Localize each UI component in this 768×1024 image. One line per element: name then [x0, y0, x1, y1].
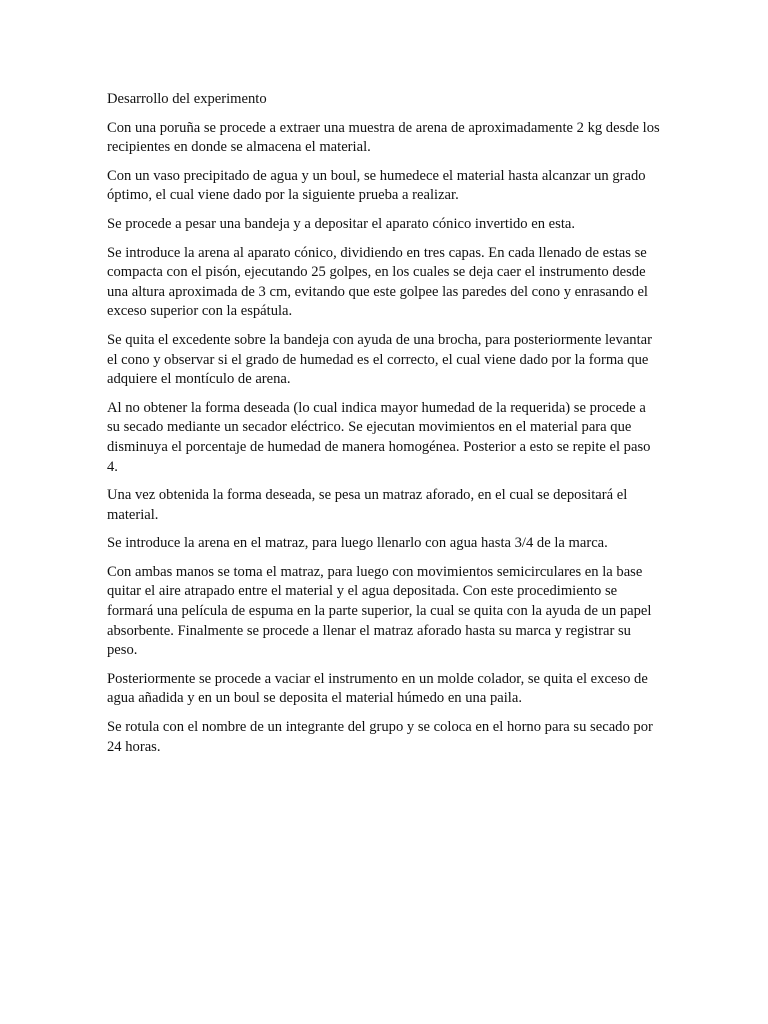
- paragraph-2: Con un vaso precipitado de agua y un boul, se humedece el material hasta alcanzar un grado óptimo, el cual viene dado por la siguiente prueba a realizar.: [107, 167, 646, 204]
- paragraph-5: Se quita el excedente sobre la bandeja con ayuda de una brocha, para posteriormente levantar el cono y observar si el grado de humedad es el correcto, el cual viene dado por la forma que adquiere el montículo de arena.: [107, 331, 652, 388]
- paragraph-9: Con ambas manos se toma el matraz, para luego con movimientos semicirculares en la base quitar el aire atrapado entre el material y el agua depositada. Con este procedimiento se formará una película de espuma en la parte superior, la cual se quita con la ayuda de un papel absorbente. Finalmente se procede a llenar el matraz aforado hasta su marca y registrar su peso.: [107, 563, 652, 659]
- paragraph-6: Al no obtener la forma deseada (lo cual indica mayor humedad de la requerida) se procede a su secado mediante un secador eléctrico. Se ejecutan movimientos en el material para que disminuya el porcentaje de humedad de manera homogénea. Posterior a esto se repite el paso 4.: [107, 399, 651, 475]
- paragraph-8: Se introduce la arena en el matraz, para luego llenarlo con agua hasta 3/4 de la marca.: [107, 535, 608, 552]
- paragraph-7: Una vez obtenida la forma deseada, se pesa un matraz aforado, en el cual se depositará el material.: [107, 487, 628, 523]
- document-page: [107, 90, 662, 766]
- paragraph-10: Posteriormente se procede a vaciar el instrumento en un molde colador, se quita el exceso de agua añadida y en un boul se deposita el material húmedo en una paila.: [107, 670, 648, 707]
- paragraph-3: Se procede a pesar una bandeja y a depositar el aparato cónico invertido en esta.: [107, 215, 576, 232]
- paragraph-1: Con una poruña se procede a extraer una muestra de arena de aproximadamente 2 kg desde los recipientes en donde se almacena el material.: [107, 119, 660, 156]
- section-heading: Desarrollo del experimento: [107, 91, 267, 107]
- paragraph-11: Se rotula con el nombre de un integrante del grupo y se coloca en el horno para su secado por 24 horas.: [107, 719, 653, 755]
- paragraph-4: Se introduce la arena al aparato cónico, dividiendo en tres capas. En cada llenado de estas se compacta con el pisón, ejecutando 25 golpes, en los cuales se deja caer el instrumento desde una altura aproximada de 3 cm, evitando que este golpee las paredes del cono y enrasando el exceso superior con la espátula.: [107, 244, 648, 320]
